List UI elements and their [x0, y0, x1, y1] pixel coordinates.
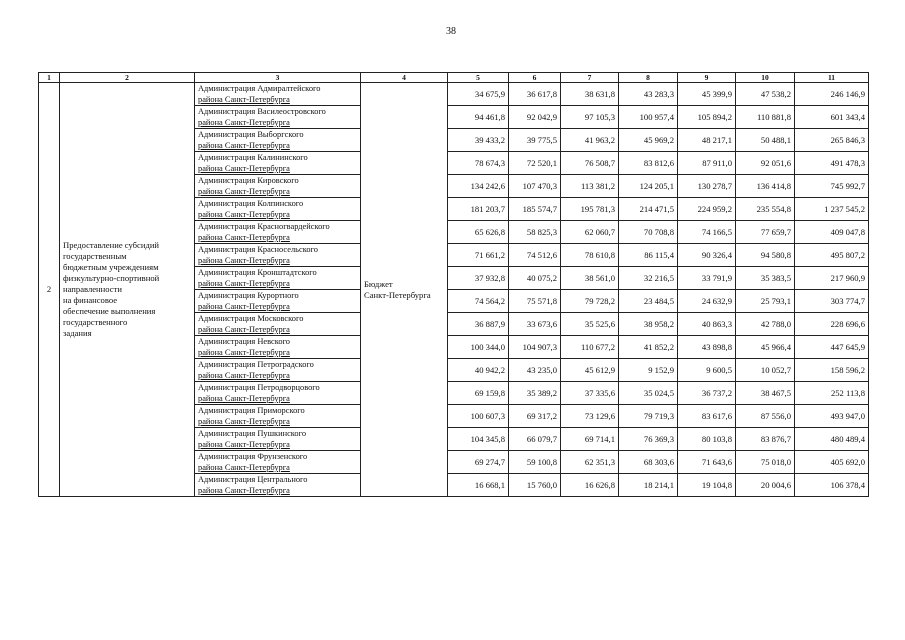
- amount-cell: 37 335,6: [561, 382, 619, 405]
- amount-cell: 50 488,1: [736, 129, 795, 152]
- amount-cell: 87 911,0: [678, 152, 736, 175]
- amount-cell: 45 399,9: [678, 83, 736, 106]
- amount-cell: 104 345,8: [448, 428, 509, 451]
- executor-name: Администрация Приморского: [198, 406, 305, 415]
- executor-district: района Санкт-Петербурга: [198, 417, 290, 426]
- funding-source-line: Бюджет: [364, 278, 393, 289]
- amount-cell: 92 051,6: [736, 152, 795, 175]
- executor-cell: [195, 106, 361, 129]
- amount-cell: 62 351,3: [561, 451, 619, 474]
- executor-cell: [195, 129, 361, 152]
- amount-cell: 35 024,5: [619, 382, 678, 405]
- amount-cell: 100 344,0: [448, 336, 509, 359]
- amount-cell: 76 369,3: [619, 428, 678, 451]
- amount-cell: 181 203,7: [448, 198, 509, 221]
- executor-cell: [195, 83, 361, 106]
- executor-district: района Санкт-Петербурга: [198, 141, 290, 150]
- amount-cell: 43 235,0: [509, 359, 561, 382]
- executor-district: района Санкт-Петербурга: [198, 440, 290, 449]
- activity-line: физкультурно-спортивной: [63, 273, 160, 283]
- amount-cell: 1 237 545,2: [795, 198, 869, 221]
- amount-cell: 38 631,8: [561, 83, 619, 106]
- amount-cell: 94 461,8: [448, 106, 509, 129]
- amount-cell: 134 242,6: [448, 175, 509, 198]
- executor-cell: [195, 428, 361, 451]
- amount-cell: 71 643,6: [678, 451, 736, 474]
- amount-cell: 43 283,3: [619, 83, 678, 106]
- amount-cell: 110 881,8: [736, 106, 795, 129]
- amount-cell: 32 216,5: [619, 267, 678, 290]
- amount-cell: 71 661,2: [448, 244, 509, 267]
- amount-cell: 20 004,6: [736, 474, 795, 497]
- amount-cell: 77 659,7: [736, 221, 795, 244]
- executor-cell: [195, 221, 361, 244]
- amount-cell: 16 626,8: [561, 474, 619, 497]
- executor-district: района Санкт-Петербурга: [198, 302, 290, 311]
- funding-source: [361, 83, 448, 497]
- amount-cell: 35 525,6: [561, 313, 619, 336]
- amount-cell: 35 389,2: [509, 382, 561, 405]
- amount-cell: 74 512,6: [509, 244, 561, 267]
- amount-cell: 73 129,6: [561, 405, 619, 428]
- amount-cell: 9 600,5: [678, 359, 736, 382]
- amount-cell: 68 303,6: [619, 451, 678, 474]
- amount-cell: 224 959,2: [678, 198, 736, 221]
- amount-cell: 495 807,2: [795, 244, 869, 267]
- amount-cell: 158 596,2: [795, 359, 869, 382]
- amount-cell: 113 381,2: [561, 175, 619, 198]
- executor-cell: [195, 382, 361, 405]
- executor-district: района Санкт-Петербурга: [198, 371, 290, 380]
- amount-cell: 41 852,2: [619, 336, 678, 359]
- executor-district: района Санкт-Петербурга: [198, 95, 290, 104]
- column-header: 5: [448, 73, 509, 83]
- amount-cell: 217 960,9: [795, 267, 869, 290]
- amount-cell: 74 166,5: [678, 221, 736, 244]
- activity-description: [60, 83, 195, 497]
- amount-cell: 83 876,7: [736, 428, 795, 451]
- executor-name: Администрация Адмиралтейского: [198, 84, 321, 93]
- executor-district: района Санкт-Петербурга: [198, 118, 290, 127]
- activity-line: на финансовое: [63, 295, 118, 305]
- executor-name: Администрация Калининского: [198, 153, 308, 162]
- amount-cell: 40 075,2: [509, 267, 561, 290]
- amount-cell: 36 617,8: [509, 83, 561, 106]
- executor-district: района Санкт-Петербурга: [198, 210, 290, 219]
- amount-cell: 45 966,4: [736, 336, 795, 359]
- column-header: 3: [195, 73, 361, 83]
- executor-cell: [195, 244, 361, 267]
- amount-cell: 185 574,7: [509, 198, 561, 221]
- executor-cell: [195, 175, 361, 198]
- amount-cell: 195 781,3: [561, 198, 619, 221]
- row-number: 2: [39, 83, 60, 497]
- column-number-row: [39, 73, 869, 83]
- executor-name: Администрация Красносельского: [198, 245, 318, 254]
- executor-cell: [195, 198, 361, 221]
- executor-district: района Санкт-Петербурга: [198, 394, 290, 403]
- amount-cell: 86 115,4: [619, 244, 678, 267]
- executor-cell: [195, 336, 361, 359]
- amount-cell: 39 433,2: [448, 129, 509, 152]
- amount-cell: 745 992,7: [795, 175, 869, 198]
- amount-cell: 252 113,8: [795, 382, 869, 405]
- amount-cell: 40 942,2: [448, 359, 509, 382]
- column-header: 7: [561, 73, 619, 83]
- executor-name: Администрация Московского: [198, 314, 304, 323]
- executor-district: района Санкт-Петербурга: [198, 325, 290, 334]
- amount-cell: 47 538,2: [736, 83, 795, 106]
- executor-district: района Санкт-Петербурга: [198, 486, 290, 495]
- amount-cell: 37 932,8: [448, 267, 509, 290]
- executor-cell: [195, 152, 361, 175]
- executor-name: Администрация Выборгского: [198, 130, 304, 139]
- amount-cell: 235 554,8: [736, 198, 795, 221]
- amount-cell: 42 788,0: [736, 313, 795, 336]
- amount-cell: 303 774,7: [795, 290, 869, 313]
- amount-cell: 130 278,7: [678, 175, 736, 198]
- executor-cell: [195, 290, 361, 313]
- funding-source-line: Санкт-Петербурга: [364, 289, 431, 300]
- executor-cell: [195, 474, 361, 497]
- activity-line: государственного: [63, 317, 128, 327]
- amount-cell: 9 152,9: [619, 359, 678, 382]
- amount-cell: 18 214,1: [619, 474, 678, 497]
- amount-cell: 100 607,3: [448, 405, 509, 428]
- amount-cell: 75 571,8: [509, 290, 561, 313]
- amount-cell: 65 626,8: [448, 221, 509, 244]
- executor-district: района Санкт-Петербурга: [198, 279, 290, 288]
- amount-cell: 69 714,1: [561, 428, 619, 451]
- activity-line: Предоставление субсидий: [63, 240, 160, 250]
- executor-district: района Санкт-Петербурга: [198, 256, 290, 265]
- amount-cell: 76 508,7: [561, 152, 619, 175]
- amount-cell: 38 958,2: [619, 313, 678, 336]
- amount-cell: 80 103,8: [678, 428, 736, 451]
- amount-cell: 45 612,9: [561, 359, 619, 382]
- amount-cell: 41 963,2: [561, 129, 619, 152]
- amount-cell: 45 969,2: [619, 129, 678, 152]
- amount-cell: 214 471,5: [619, 198, 678, 221]
- amount-cell: 106 378,4: [795, 474, 869, 497]
- amount-cell: 78 674,3: [448, 152, 509, 175]
- amount-cell: 110 677,2: [561, 336, 619, 359]
- executor-name: Администрация Центрального: [198, 475, 308, 484]
- amount-cell: 104 907,3: [509, 336, 561, 359]
- amount-cell: 409 047,8: [795, 221, 869, 244]
- executor-name: Администрация Невского: [198, 337, 290, 346]
- column-header: 4: [361, 73, 448, 83]
- amount-cell: 97 105,3: [561, 106, 619, 129]
- column-header: 8: [619, 73, 678, 83]
- activity-line: задания: [63, 328, 92, 338]
- executor-name: Администрация Кронштадтского: [198, 268, 317, 277]
- amount-cell: 33 791,9: [678, 267, 736, 290]
- table-row: [39, 83, 869, 106]
- amount-cell: 228 696,6: [795, 313, 869, 336]
- amount-cell: 24 632,9: [678, 290, 736, 313]
- executor-cell: [195, 267, 361, 290]
- page-number: 38: [446, 26, 456, 37]
- amount-cell: 246 146,9: [795, 83, 869, 106]
- executor-name: Администрация Красногвардейского: [198, 222, 330, 231]
- amount-cell: 43 898,8: [678, 336, 736, 359]
- column-header: 1: [39, 73, 60, 83]
- activity-line: государственным: [63, 251, 127, 261]
- amount-cell: 79 719,3: [619, 405, 678, 428]
- amount-cell: 87 556,0: [736, 405, 795, 428]
- amount-cell: 74 564,2: [448, 290, 509, 313]
- executor-district: района Санкт-Петербурга: [198, 164, 290, 173]
- amount-cell: 36 737,2: [678, 382, 736, 405]
- budget-table: [38, 72, 869, 497]
- amount-cell: 75 018,0: [736, 451, 795, 474]
- amount-cell: 15 760,0: [509, 474, 561, 497]
- executor-name: Администрация Василеостровского: [198, 107, 326, 116]
- activity-line: направленности: [63, 284, 122, 294]
- amount-cell: 40 863,3: [678, 313, 736, 336]
- executor-district: района Санкт-Петербурга: [198, 187, 290, 196]
- executor-name: Администрация Пушкинского: [198, 429, 307, 438]
- amount-cell: 34 675,9: [448, 83, 509, 106]
- executor-district: района Санкт-Петербурга: [198, 348, 290, 357]
- amount-cell: 70 708,8: [619, 221, 678, 244]
- column-header: 10: [736, 73, 795, 83]
- amount-cell: 107 470,3: [509, 175, 561, 198]
- amount-cell: 79 728,2: [561, 290, 619, 313]
- amount-cell: 38 467,5: [736, 382, 795, 405]
- activity-line: обеспечение выполнения: [63, 306, 156, 316]
- executor-district: района Санкт-Петербурга: [198, 233, 290, 242]
- executor-cell: [195, 313, 361, 336]
- executor-district: района Санкт-Петербурга: [198, 463, 290, 472]
- amount-cell: 69 159,8: [448, 382, 509, 405]
- amount-cell: 23 484,5: [619, 290, 678, 313]
- amount-cell: 601 343,4: [795, 106, 869, 129]
- amount-cell: 48 217,1: [678, 129, 736, 152]
- column-header: 9: [678, 73, 736, 83]
- amount-cell: 83 617,6: [678, 405, 736, 428]
- amount-cell: 94 580,8: [736, 244, 795, 267]
- amount-cell: 480 489,4: [795, 428, 869, 451]
- amount-cell: 10 052,7: [736, 359, 795, 382]
- amount-cell: 90 326,4: [678, 244, 736, 267]
- amount-cell: 447 645,9: [795, 336, 869, 359]
- amount-cell: 58 825,3: [509, 221, 561, 244]
- executor-name: Администрация Фрунзенского: [198, 452, 308, 461]
- amount-cell: 405 692,0: [795, 451, 869, 474]
- column-header: 6: [509, 73, 561, 83]
- amount-cell: 66 079,7: [509, 428, 561, 451]
- executor-name: Администрация Курортного: [198, 291, 299, 300]
- executor-name: Администрация Петроградского: [198, 360, 314, 369]
- amount-cell: 83 812,6: [619, 152, 678, 175]
- amount-cell: 35 383,5: [736, 267, 795, 290]
- executor-name: Администрация Колпинского: [198, 199, 304, 208]
- amount-cell: 72 520,1: [509, 152, 561, 175]
- amount-cell: 69 274,7: [448, 451, 509, 474]
- column-header: 2: [60, 73, 195, 83]
- amount-cell: 92 042,9: [509, 106, 561, 129]
- activity-line: бюджетным учреждениям: [63, 262, 159, 272]
- amount-cell: 38 561,0: [561, 267, 619, 290]
- amount-cell: 493 947,0: [795, 405, 869, 428]
- amount-cell: 124 205,1: [619, 175, 678, 198]
- amount-cell: 39 775,5: [509, 129, 561, 152]
- executor-cell: [195, 451, 361, 474]
- amount-cell: 25 793,1: [736, 290, 795, 313]
- amount-cell: 36 887,9: [448, 313, 509, 336]
- amount-cell: 78 610,8: [561, 244, 619, 267]
- amount-cell: 33 673,6: [509, 313, 561, 336]
- amount-cell: 491 478,3: [795, 152, 869, 175]
- amount-cell: 136 414,8: [736, 175, 795, 198]
- amount-cell: 62 060,7: [561, 221, 619, 244]
- amount-cell: 19 104,8: [678, 474, 736, 497]
- amount-cell: 265 846,3: [795, 129, 869, 152]
- amount-cell: 100 957,4: [619, 106, 678, 129]
- executor-name: Администрация Кировского: [198, 176, 299, 185]
- amount-cell: 16 668,1: [448, 474, 509, 497]
- executor-cell: [195, 405, 361, 428]
- executor-cell: [195, 359, 361, 382]
- column-header: 11: [795, 73, 869, 83]
- amount-cell: 69 317,2: [509, 405, 561, 428]
- amount-cell: 105 894,2: [678, 106, 736, 129]
- executor-name: Администрация Петродворцового: [198, 383, 320, 392]
- amount-cell: 59 100,8: [509, 451, 561, 474]
